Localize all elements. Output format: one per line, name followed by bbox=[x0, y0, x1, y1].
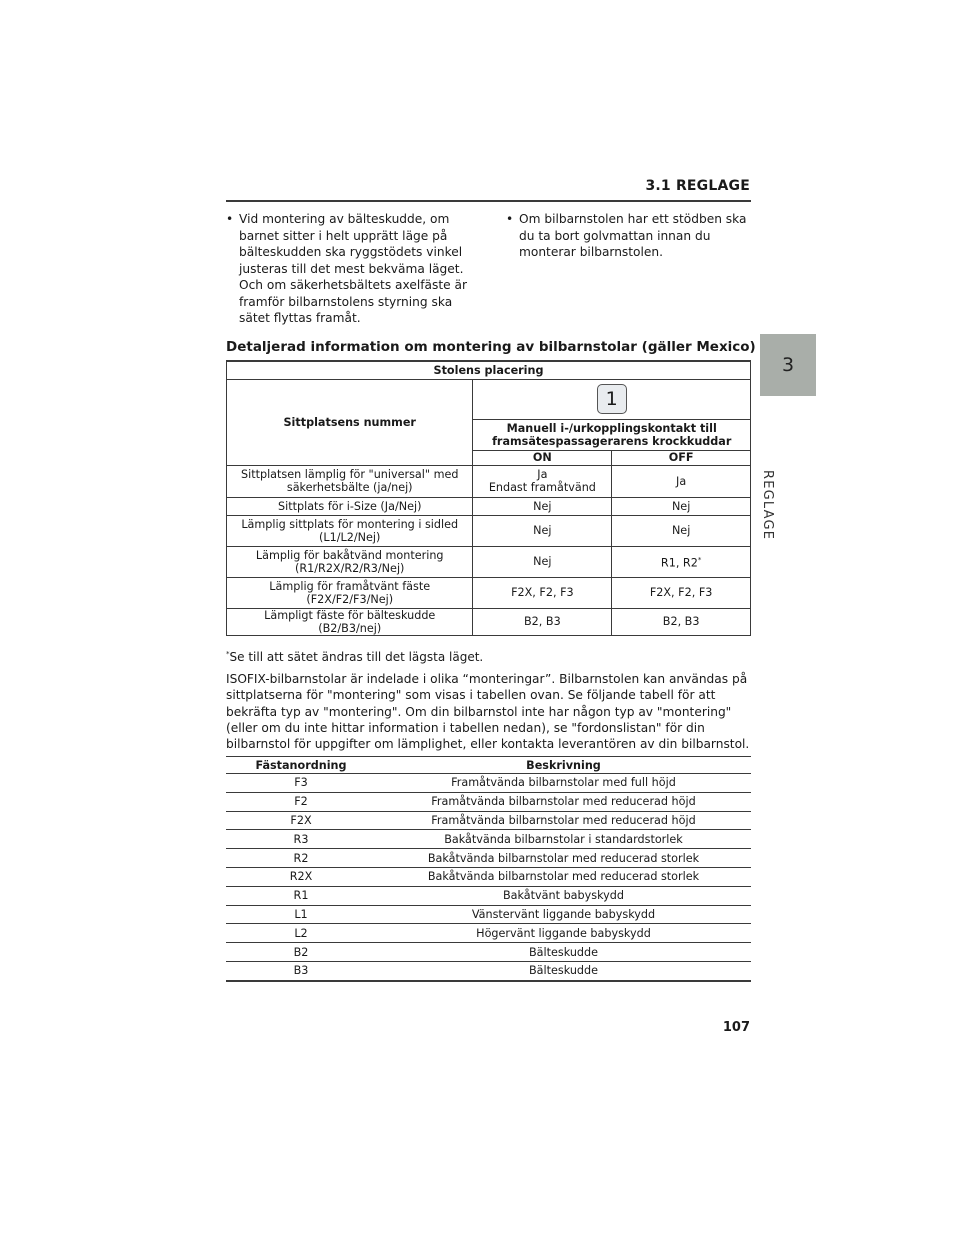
row-label: Lämplig sittplats för montering i sidled (L1/L2/Nej) bbox=[227, 515, 473, 546]
on-value: Nej bbox=[473, 515, 612, 546]
table-row bbox=[226, 811, 751, 830]
off-value: F2X, F2, F3 bbox=[612, 577, 751, 608]
off-value: Nej bbox=[612, 515, 751, 546]
seat-number-icon: 1 bbox=[597, 384, 627, 414]
on-value: F2X, F2, F3 bbox=[473, 577, 612, 608]
table-row bbox=[226, 924, 751, 943]
table-row bbox=[227, 546, 751, 577]
bullet-icon: • bbox=[506, 212, 514, 226]
table-row bbox=[226, 830, 751, 849]
airbag-switch-header: Manuell i-/urkopplingskontakt till framsätespassagerarens krockkuddar bbox=[473, 419, 751, 450]
table-row bbox=[227, 608, 751, 635]
body-paragraph: ISOFIX-bilbarnstolar är indelade i olika “monteringar”. Bilbarnstolen kan användas på sittplatserna för "montering" som visas i tabellen ovan. Se följande tabell för att bekräfta typ av "montering". Om din bilbarnstol inte har någon typ av "montering" (eller om du inte hittar information i tabellen nedan), se "fordonslistan" för din bilbarnstol för uppgifter om lämplighet, eller kontakta leverantören av din bilbarnstol. bbox=[226, 672, 750, 752]
table-row bbox=[227, 465, 751, 497]
bullet-item bbox=[226, 211, 484, 327]
table-row bbox=[226, 905, 751, 924]
fastening-code: R1 bbox=[226, 886, 376, 905]
bullet-text: Vid montering av bälteskudde, om barnet sitter i helt upprätt läge på bälteskudden ska ryggstödets vinkel justeras till det mest bekväma läget. Och om säkerhetsbältets axelfäste är framför bilbarnstolens styrning ska sätet flyttas framåt. bbox=[239, 212, 467, 325]
fastening-code: B3 bbox=[226, 961, 376, 980]
table-row bbox=[226, 792, 751, 811]
col-on-header: ON bbox=[473, 450, 612, 465]
seat-placement-table bbox=[226, 360, 751, 636]
seat-number-cell bbox=[473, 379, 751, 419]
fastening-description: Framåtvända bilbarnstolar med full höjd bbox=[376, 774, 751, 793]
bullet-list-right bbox=[506, 211, 756, 261]
fastening-code: R2 bbox=[226, 849, 376, 868]
page-number: 107 bbox=[722, 1020, 750, 1035]
fastening-description: Bakåtvända bilbarnstolar i standardstorlek bbox=[376, 830, 751, 849]
section-title: 3.1 REGLAGE bbox=[645, 178, 750, 194]
fastening-table bbox=[226, 756, 751, 982]
table-row bbox=[227, 515, 751, 546]
on-value: B2, B3 bbox=[473, 608, 612, 635]
fastening-description: Bälteskudde bbox=[376, 961, 751, 980]
off-value: B2, B3 bbox=[612, 608, 751, 635]
chapter-tab: 3 bbox=[760, 334, 816, 396]
bullet-list-left bbox=[226, 211, 484, 327]
table-row bbox=[227, 497, 751, 515]
table-row bbox=[226, 943, 751, 962]
footnote-mark: * bbox=[697, 555, 702, 564]
fastening-description: Bälteskudde bbox=[376, 943, 751, 962]
fastening-description: Framåtvända bilbarnstolar med reducerad höjd bbox=[376, 811, 751, 830]
fastening-description: Bakåtvända bilbarnstolar med reducerad storlek bbox=[376, 849, 751, 868]
off-value: Ja bbox=[612, 465, 751, 497]
table-row bbox=[226, 849, 751, 868]
on-value: Nej bbox=[473, 497, 612, 515]
table-top-header: Stolens placering bbox=[227, 361, 751, 379]
on-value: Nej bbox=[473, 546, 612, 577]
table-row bbox=[226, 886, 751, 905]
bullet-icon: • bbox=[226, 212, 234, 226]
fastening-code: F3 bbox=[226, 774, 376, 793]
chapter-label: REGLAGE bbox=[760, 470, 775, 541]
row-header-label: Sittplatsens nummer bbox=[227, 379, 473, 465]
row-label: Sittplats för i-Size (Ja/Nej) bbox=[227, 497, 473, 515]
footnote-mark: * bbox=[226, 650, 230, 658]
fastening-code: B2 bbox=[226, 943, 376, 962]
bullet-item bbox=[506, 211, 756, 261]
fastening-table-body bbox=[226, 774, 751, 981]
off-value: R1, R2* bbox=[612, 546, 751, 577]
fastening-code: L2 bbox=[226, 924, 376, 943]
table-row bbox=[226, 961, 751, 980]
row-label: Sittplatsen lämplig för "universal" med säkerhetsbälte (ja/nej) bbox=[227, 465, 473, 497]
fastening-code: R2X bbox=[226, 867, 376, 886]
table-row bbox=[226, 867, 751, 886]
fastening-code: L1 bbox=[226, 905, 376, 924]
off-value: Nej bbox=[612, 497, 751, 515]
header-rule bbox=[226, 200, 751, 202]
fastening-description: Framåtvända bilbarnstolar med reducerad höjd bbox=[376, 792, 751, 811]
fastening-description: Högervänt liggande babyskydd bbox=[376, 924, 751, 943]
fastening-description: Vänstervänt liggande babyskydd bbox=[376, 905, 751, 924]
col-header-fastening: Fästanordning bbox=[226, 757, 376, 774]
fastening-code: F2X bbox=[226, 811, 376, 830]
footnote-text: Se till att sätet ändras till det lägsta läget. bbox=[229, 650, 484, 664]
table-row bbox=[226, 774, 751, 793]
on-value: Ja Endast framåtvänd bbox=[473, 465, 612, 497]
col-off-header: OFF bbox=[612, 450, 751, 465]
fastening-description: Bakåtvänt babyskydd bbox=[376, 886, 751, 905]
row-label: Lämplig för framåtvänt fäste (F2X/F2/F3/Nej) bbox=[227, 577, 473, 608]
footnote bbox=[226, 650, 483, 664]
table-row bbox=[227, 577, 751, 608]
section-heading: Detaljerad information om montering av bilbarnstolar (gäller Mexico) bbox=[226, 339, 756, 355]
fastening-code: F2 bbox=[226, 792, 376, 811]
fastening-description: Bakåtvända bilbarnstolar med reducerad storlek bbox=[376, 867, 751, 886]
row-label: Lämpligt fäste för bälteskudde (B2/B3/nej) bbox=[227, 608, 473, 635]
bullet-text: Om bilbarnstolen har ett stödben ska du ta bort golvmattan innan du monterar bilbarnstolen. bbox=[519, 212, 747, 259]
fastening-code: R3 bbox=[226, 830, 376, 849]
col-header-description: Beskrivning bbox=[376, 757, 751, 774]
row-label: Lämplig för bakåtvänd montering (R1/R2X/R2/R3/Nej) bbox=[227, 546, 473, 577]
